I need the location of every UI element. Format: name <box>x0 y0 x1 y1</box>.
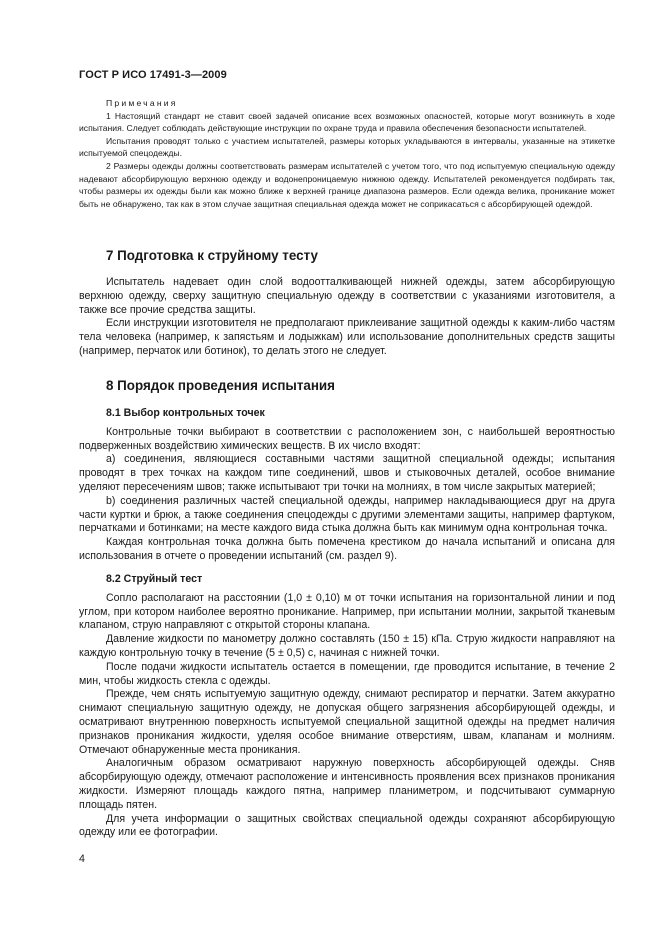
body-paragraph: Контрольные точки выбирают в соответствии с расположением зон, с наибольшей вероятностью подверженных воздействию химических веществ. В их число входят: <box>79 425 615 452</box>
list-item: а) соединения, являющиеся составными частями защитной специальной одежды; испытания проводят в трех точках на каждом типе соединений, швов и стыковочных деталей, особое внимание уделяют пересечениям швов; также испытывают три точки на молниях, в том числе закрытых материей; <box>79 453 615 493</box>
body-paragraph: Если инструкции изготовителя не предполагают приклеивание защитной одежды к каким-либо частям тела человека (например, к запястьям и лодыжкам) или использование дополнительных средств защиты (например, перчаток или ботинок), то делать этого не следует. <box>79 317 615 357</box>
body-paragraph: После подачи жидкости испытатель остается в помещении, где проводится испытание, в течение 2 мин, чтобы жидкость стекла с одежды. <box>79 660 615 687</box>
body-paragraph: Для учета информации о защитных свойствах специальной одежды сохраняют абсорбирующую одежду или ее фотографии. <box>79 812 615 839</box>
list-item: b) соединения различных частей специальной одежды, например накладывающиеся друг на друга части куртки и брюк, а также соединения спецодежды с другими элементами защиты, например фартуком, перчатками и ботинками; на месте каждого вида стыка должна быть как минимум одна контрольная точка. <box>79 494 615 535</box>
body-paragraph: Сопло располагают на расстоянии (1,0 ± 0,10) м от точки испытания на горизонтальной линии и под углом, при котором наиболее вероятно проникание. Например, при испытании молнии, закрытой тканевым клапаном, струю направляют с открытой стороны клапана. <box>79 591 615 632</box>
body-paragraph: Прежде, чем снять испытуемую защитную одежду, снимают респиратор и перчатки. Затем аккуратно снимают специальную защитную одежду, не допуская общего загрязнения абсорбирующей одежды, и осматривают внутреннюю поверхность испытуемой специальной защитной одежды на предмет наличия признаков проникания жидкости, уделяя особое внимание отверстиям, швам, клапанам и молниям. Отмечают обнаруженные места проникания. <box>79 688 615 756</box>
document-header: ГОСТ Р ИСО 17491-3—2009 <box>79 69 227 81</box>
note-paragraph: Испытания проводят только с участием испытателей, размеры которых укладываются в интервалы, указанные на этикетке испытуемой спецодежды. <box>79 135 615 159</box>
body-paragraph: Каждая контрольная точка должна быть помечена крестиком до начала испытаний и описана для использования в отчете о проведении испытаний (см. раздел 9). <box>79 536 615 562</box>
body-paragraph: Аналогичным образом осматривают наружную поверхность абсорбирующей одежды. Сняв абсорбирующую одежду, отмечают расположение и интенсивность проявления всех признаков проникания жидкости. Измеряют площадь каждого пятна, например планиметром, и подсчитывают суммарную площадь пятен. <box>79 757 615 811</box>
notes-block <box>79 97 615 210</box>
section-8-heading: 8 Порядок проведения испытания <box>106 377 335 393</box>
subsection-8-2-heading: 8.2 Струйный тест <box>106 572 203 585</box>
note-paragraph: 2 Размеры одежды должны соответствовать размерам испытателей с учетом того, что под испытуемую специальную одежду надевают абсорбирующую верхнюю одежду и водонепроницаемую нижнюю одежду. Испытателей рекомендуется подбирать так, чтобы размеры их одежды были как можно ближе к верхней границе диапазона размеров. Если одежда велика, проникание может быть не обнаружено, так как в этом случае защитная специальная одежда может не соприкасаться с абсорбирующей одеждой. <box>79 160 615 209</box>
section-7-heading: 7 Подготовка к струйному тесту <box>106 248 318 263</box>
body-paragraph: Давление жидкости по манометру должно составлять (150 ± 15) кПа. Струю жидкости направляют на каждую контрольную точку в течение (5 ± 0,5) с, начиная с нижней точки. <box>79 633 615 659</box>
page-number: 4 <box>79 853 85 865</box>
note-paragraph: 1 Настоящий стандарт не ставит своей задачей описание всех возможных опасностей, которые могут возникнуть в ходе испытания. Следует соблюдать действующие инструкции по охране труда и правила обеспечения безопасности испытателей. <box>79 110 615 134</box>
main-content <box>79 247 615 840</box>
subsection-8-1-heading: 8.1 Выбор контрольных точек <box>106 406 265 419</box>
body-paragraph: Испытатель надевает один слой водоотталкивающей нижней одежды, затем абсорбирующую верхнюю одежду, сверху защитную специальную одежду в соответствии с указаниями изготовителя, а также все прочие средства защиты. <box>79 276 615 316</box>
notes-title: Примечания <box>106 98 178 108</box>
